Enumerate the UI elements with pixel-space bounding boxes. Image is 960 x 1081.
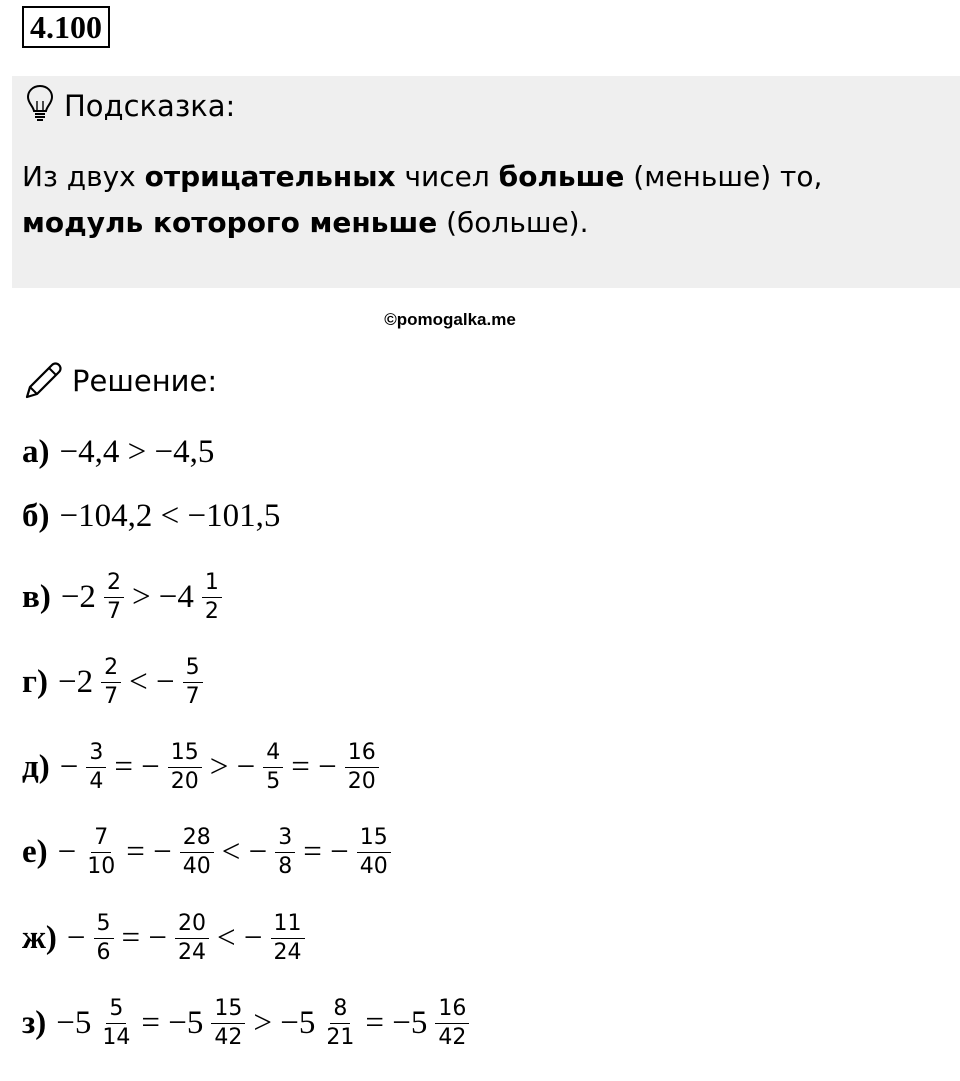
line-label: е) [22,833,48,870]
fraction [104,571,124,624]
expression-text: = −5 [365,1004,428,1041]
fraction-denominator: 21 [326,1024,355,1050]
expression-text: = − [291,748,337,785]
fraction-denominator: 42 [214,1024,243,1050]
fraction-numerator: 1 [202,571,222,598]
expression-text: < − [129,663,175,700]
fraction-numerator: 11 [271,912,305,939]
hint-text-segment: Из двух [22,160,145,193]
fraction-denominator: 40 [182,853,211,879]
expression-text: < − [221,833,268,870]
fraction-numerator: 16 [345,741,379,768]
solution-line [22,491,284,541]
line-label: з) [22,1004,47,1041]
fraction-numerator: 15 [357,826,391,853]
expression-text: = −5 [141,1004,204,1041]
fraction [101,656,121,709]
expression-text: −2 [57,663,94,700]
expression-text: = − [114,748,160,785]
fraction-denominator: 40 [359,853,388,879]
solution-line [22,995,473,1050]
solution-line [22,824,395,879]
fraction-denominator: 20 [170,768,199,794]
fraction [94,912,114,965]
line-label: а) [22,433,50,470]
solution-header [22,358,217,404]
copyright: ©pomogalka.me [384,310,516,329]
expression-text: −104,2 < −101,5 [59,497,281,534]
expression-text: −4,4 > −4,5 [59,433,215,470]
solution-line [22,739,383,794]
expression-text: < − [217,919,263,956]
fraction [84,826,118,879]
fraction-numerator: 5 [106,997,126,1024]
fraction [99,997,133,1050]
fraction-denominator: 10 [87,853,116,879]
fraction-numerator: 15 [168,741,202,768]
fraction-numerator: 2 [104,571,124,598]
fraction-denominator: 6 [96,939,111,965]
hint-text-segment: (больше). [437,206,589,239]
expression-text: > −4 [131,578,194,615]
fraction [183,656,203,709]
hint-text-bold: отрицательных [144,160,396,193]
fraction [86,741,106,794]
fraction [180,826,214,879]
hint-text-segment: чисел [395,160,499,193]
fraction-denominator: 24 [178,939,207,965]
fraction [323,997,357,1050]
line-label: б) [22,497,50,534]
fraction [435,997,469,1050]
fraction-denominator: 20 [347,768,376,794]
fraction-denominator: 42 [438,1024,467,1050]
task-number: 4.100 [22,6,110,48]
line-label: в) [22,578,51,615]
fraction-denominator: 7 [185,683,200,709]
solution-title: Решение: [72,364,218,398]
expression-text: − [59,748,79,785]
fraction-denominator: 7 [104,683,119,709]
fraction [168,741,202,794]
fraction-denominator: 4 [89,768,104,794]
fraction-numerator: 4 [263,741,283,768]
hint-text [22,154,952,246]
line-label: г) [22,663,48,700]
solution-line [22,910,309,965]
expression-text: − [57,833,77,870]
expression-text: > − [209,748,256,785]
line-label: д) [22,748,50,785]
expression-text: = − [121,919,168,956]
hint-text-bold: больше [498,160,625,193]
fraction-denominator: 24 [273,939,302,965]
hint-header [26,86,235,126]
fraction-denominator: 8 [278,853,293,879]
fraction-numerator: 7 [91,826,111,853]
fraction-numerator: 8 [330,997,350,1024]
expression-text: − [66,919,86,956]
fraction-numerator: 3 [86,741,106,768]
fraction-numerator: 16 [435,997,469,1024]
hint-title: Подсказка: [64,89,236,123]
hint-text-segment: (меньше) то, [624,160,823,193]
fraction [175,912,209,965]
fraction [211,997,245,1050]
lightbulb-icon [26,83,54,130]
fraction-denominator: 7 [106,598,121,624]
hint-text-bold: модуль которого меньше [22,206,438,239]
line-label: ж) [22,919,57,956]
solution-line [22,654,207,709]
fraction-numerator: 5 [94,912,114,939]
fraction-numerator: 28 [180,826,214,853]
fraction-numerator: 15 [211,997,245,1024]
fraction-numerator: 3 [275,826,295,853]
solution-line [22,569,226,624]
solution-line [22,427,218,477]
expression-text: = − [126,833,172,870]
fraction-denominator: 14 [102,1024,131,1050]
fraction [357,826,391,879]
expression-text: > −5 [253,1004,316,1041]
fraction [202,571,222,624]
expression-text: −5 [56,1004,92,1041]
fraction [275,826,295,879]
expression-text: −2 [60,578,96,615]
fraction [263,741,283,794]
fraction-numerator: 2 [101,656,121,683]
fraction [271,912,305,965]
fraction-numerator: 5 [183,656,203,683]
fraction-numerator: 20 [175,912,209,939]
fraction-denominator: 2 [204,598,219,624]
fraction-denominator: 5 [266,768,281,794]
fraction [345,741,379,794]
expression-text: = − [303,833,349,870]
pencil-icon [22,357,64,406]
